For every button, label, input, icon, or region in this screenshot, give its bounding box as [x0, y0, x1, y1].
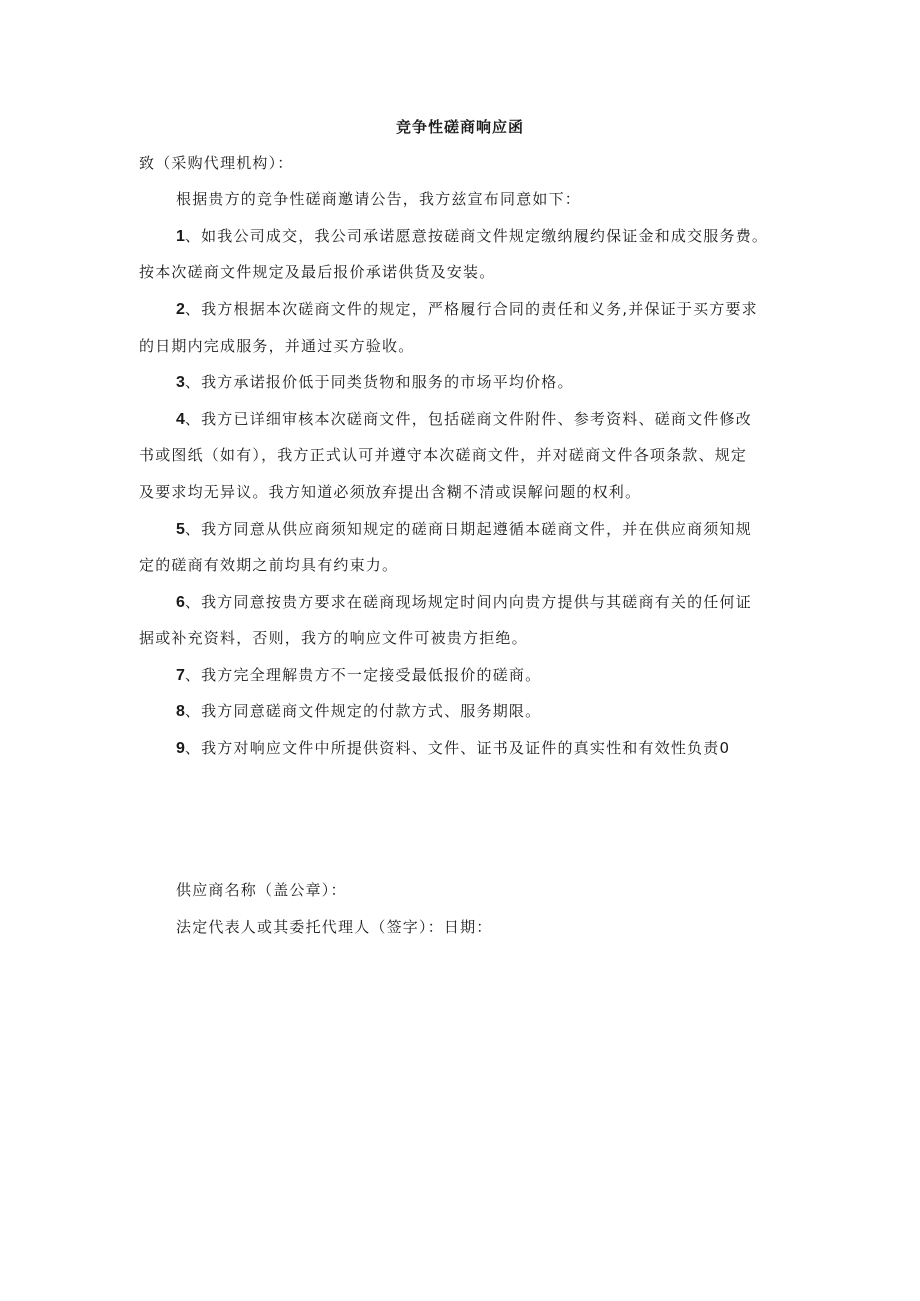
clause-6-continuation: 据或补充资料，否则，我方的响应文件可被贵方拒绝。 — [139, 629, 528, 647]
page-title: 竞争性磋商响应函 — [395, 118, 524, 136]
clause-8 — [176, 700, 541, 723]
clause-5 — [176, 518, 752, 541]
clause-text: 、如我公司成交，我公司承诺愿意按磋商文件规定缴纳履约保证金和成交服务费。 — [184, 227, 769, 245]
clause-2 — [176, 298, 758, 321]
clause-4-continuation-1: 书或图纸（如有），我方正式认可并遵守本次磋商文件，并对磋商文件各项条款、规定 — [139, 446, 748, 464]
clause-9 — [176, 737, 730, 760]
clause-text: 、我方对响应文件中所提供资料、文件、证书及证件的真实性和有效性负责0 — [184, 739, 731, 757]
clause-6 — [176, 591, 752, 614]
clause-number: 3 — [176, 374, 185, 391]
clause-4 — [176, 408, 752, 431]
signature-date-label: 法定代表人或其委托代理人（签字）：日期： — [176, 918, 493, 936]
clause-number: 6 — [176, 594, 185, 611]
clause-1 — [176, 225, 768, 248]
addressee: 致（采购代理机构）： — [139, 154, 294, 172]
supplier-name-label: 供应商名称（盖公章）： — [176, 881, 347, 899]
clause-3 — [176, 371, 574, 394]
clause-number: 2 — [176, 301, 185, 318]
clause-text: 、我方同意磋商文件规定的付款方式、服务期限。 — [184, 702, 542, 720]
clause-text: 、我方承诺报价低于同类货物和服务的市场平均价格。 — [184, 373, 574, 391]
clause-text: 、我方同意按贵方要求在磋商现场规定时间内向贵方提供与其磋商有关的任何证 — [184, 593, 752, 611]
clause-text: 、我方已详细审核本次磋商文件，包括磋商文件附件、参考资料、磋商文件修改 — [184, 410, 752, 428]
clause-number: 9 — [176, 740, 185, 757]
clause-1-continuation: 按本次磋商文件规定及最后报价承诺供货及安装。 — [139, 263, 496, 281]
clause-5-continuation: 定的磋商有效期之前均具有约束力。 — [139, 556, 399, 574]
clause-text: 、我方完全理解贵方不一定接受最低报价的磋商。 — [184, 666, 542, 684]
intro-paragraph: 根据贵方的竞争性磋商邀请公告，我方兹宣布同意如下： — [176, 190, 582, 208]
clause-number: 7 — [176, 667, 185, 684]
clause-number: 4 — [176, 411, 185, 428]
clause-7 — [176, 664, 541, 687]
clause-number: 5 — [176, 521, 185, 538]
clause-4-continuation-2: 及要求均无异议。我方知道必须放弃提出含糊不清或误解问题的权利。 — [139, 483, 642, 501]
clause-text: 、我方同意从供应商须知规定的磋商日期起遵循本磋商文件，并在供应商须知规 — [184, 520, 752, 538]
clause-2-continuation: 的日期内完成服务，并通过买方验收。 — [139, 337, 415, 355]
clause-number: 8 — [176, 703, 185, 720]
clause-text: 、我方根据本次磋商文件的规定，严格履行合同的责任和义务,并保证于买方要求 — [184, 300, 758, 318]
clause-number: 1 — [176, 228, 185, 245]
